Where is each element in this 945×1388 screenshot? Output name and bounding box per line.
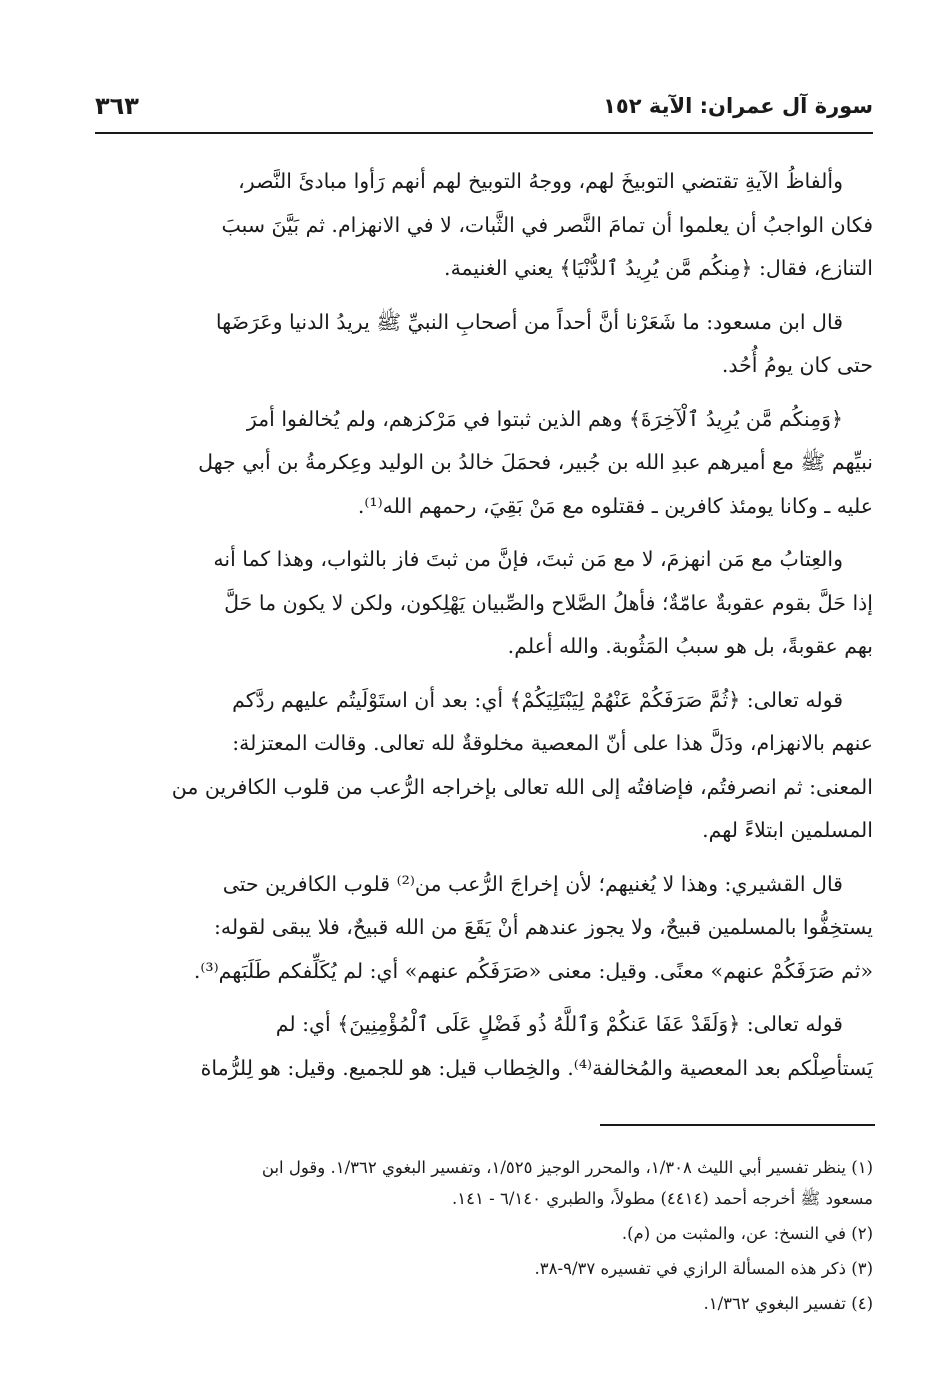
paragraph — [98, 1003, 873, 1090]
text-line: فكان الواجبُ أن يعلموا أن تمامَ النَّصر في الثَّبات، لا في الانهزام. ثم بَيَّنَ سببَ — [221, 212, 873, 237]
text-line: عنهم بالانهزام، ودَلَّ هذا على أنّ المعصية مخلوقةٌ لله تعالى. وقالت المعتزلة: — [232, 731, 873, 755]
footnote-separator — [600, 1124, 875, 1126]
footnote — [98, 1288, 873, 1319]
text-line: نبيِّهم ﷺ مع أميرهم عبدِ الله بن جُبير، فحمَلَ خالدُ بن الوليد وعِكرمةُ بن أبي جهل — [198, 450, 873, 474]
paragraph — [98, 863, 873, 994]
text-line: والعِتابُ مع مَن انهزمَ، لا مع مَن ثبتَ، فإنَّ من ثبتَ فاز بالثواب، وهذا كما أنه — [213, 547, 843, 571]
footnote-line: مسعود ﷺ أخرجه أحمد (٤٤١٤) مطولاً، والطبري ٦/١٤٠ - ١٤١. — [452, 1189, 873, 1208]
text-line: التنازع، فقال: ﴿مِنكُم مَّن يُرِيدُ ٱلدُّنْيَا﴾ يعني الغنيمة. — [444, 256, 873, 280]
paragraph — [98, 301, 873, 388]
footnote — [98, 1253, 873, 1284]
text-line: يَستأصِلْكم بعد المعصية والمُخالفة⁽⁴⁾. والخِطاب قيل: هو للجميع. وقيل: هو لِلرُّماة — [200, 1055, 873, 1080]
text-line: إذا حَلَّ بقوم عقوبةٌ عامّةٌ؛ فأهلُ الصَّلاح والصِّبيان يَهْلِكون، ولكن لا يكون ما حَلَّ — [224, 590, 873, 615]
text-line: المعنى: ثم انصرفتُم، فإضافتُه إلى الله تعالى بإخراجه الرُّعب من قلوب الكافرين من — [171, 774, 873, 799]
text-line: يستخِفُّوا بالمسلمين قبيحٌ، ولا يجوز عندهم أنْ يَقَعَ من الله قبيحٌ، فلا يبقى لقوله: — [213, 915, 873, 939]
footnote — [98, 1218, 873, 1249]
text-line: قوله تعالى: ﴿وَلَقَدْ عَفَا عَنكُمْ وَٱللَّهُ ذُو فَضْلٍ عَلَى ٱلْمُؤْمِنِينَ﴾ أي: لم — [275, 1012, 843, 1036]
text-line: حتى كان يومُ أُحُد. — [721, 353, 873, 377]
paragraph — [98, 160, 873, 291]
footnote-line: (١) ينظر تفسير أبي الليث ١/٣٠٨، والمحرر الوجيز ١/٥٢٥، وتفسير البغوي ١/٣٦٢. وقول ابن — [261, 1158, 873, 1177]
text-line: ﴿وَمِنكُم مَّن يُرِيدُ ٱلْآخِرَةَ﴾ وهم الذين ثبتوا في مَرْكزهم، ولم يُخالفوا أمرَ — [246, 406, 843, 431]
text-line: عليه ـ وكانا يومئذ كافرين ـ فقتلوه مع مَنْ بَقِيَ، رحمهم الله⁽¹⁾. — [357, 493, 873, 518]
text-line: وألفاظُ الآيةِ تقتضي التوبيخَ لهم، ووجهُ التوبيخ لهم أنهم رَأوا مبادئَ النَّصر، — [238, 169, 843, 193]
footnotes — [98, 1152, 873, 1323]
main-text — [98, 160, 873, 1100]
text-line: قال القشيري: وهذا لا يُغنيهم؛ لأن إخراجَ الرُّعب من⁽²⁾ قلوب الكافرين حتى — [222, 871, 843, 896]
paragraph — [98, 398, 873, 529]
paragraph — [98, 538, 873, 669]
text-line: قوله تعالى: ﴿ثُمَّ صَرَفَكُمْ عَنْهُمْ لِيَبْتَلِيَكُمْ﴾ أي: بعد أن استَوْلَيتُم عليهم ردَّكم — [232, 687, 843, 712]
paragraph — [98, 679, 873, 853]
text-line: المسلمين ابتلاءً لهم. — [702, 818, 873, 842]
text-line: بهم عقوبةً، بل هو سببُ المَثُوبة. والله أعلم. — [507, 634, 873, 658]
text-line: «ثم صَرَفَكُمْ عنهم» معنًى. وقيل: معنى «صَرَفَكُم عنهم» أي: لم يُكَلِّفكم طَلَبَهم⁽³⁾. — [193, 958, 873, 983]
footnote-line: (٢) في النسخ: عن، والمثبت من (م). — [621, 1224, 873, 1243]
page-number: ٣٦٣ — [95, 92, 139, 120]
page-header — [95, 92, 873, 134]
text-line: قال ابن مسعود: ما شَعَرْنا أنَّ أحداً من أصحابِ النبيِّ ﷺ يريدُ الدنيا وعَرَضَها — [215, 309, 843, 334]
footnote-line: (٤) تفسير البغوي ١/٣٦٢. — [703, 1294, 873, 1313]
footnote — [98, 1152, 873, 1214]
footnote-line: (٣) ذكر هذه المسألة الرازي في تفسيره ٩/٣٧-٣٨. — [534, 1259, 873, 1278]
running-title: سورة آل عمران: الآية ١٥٢ — [603, 94, 873, 118]
